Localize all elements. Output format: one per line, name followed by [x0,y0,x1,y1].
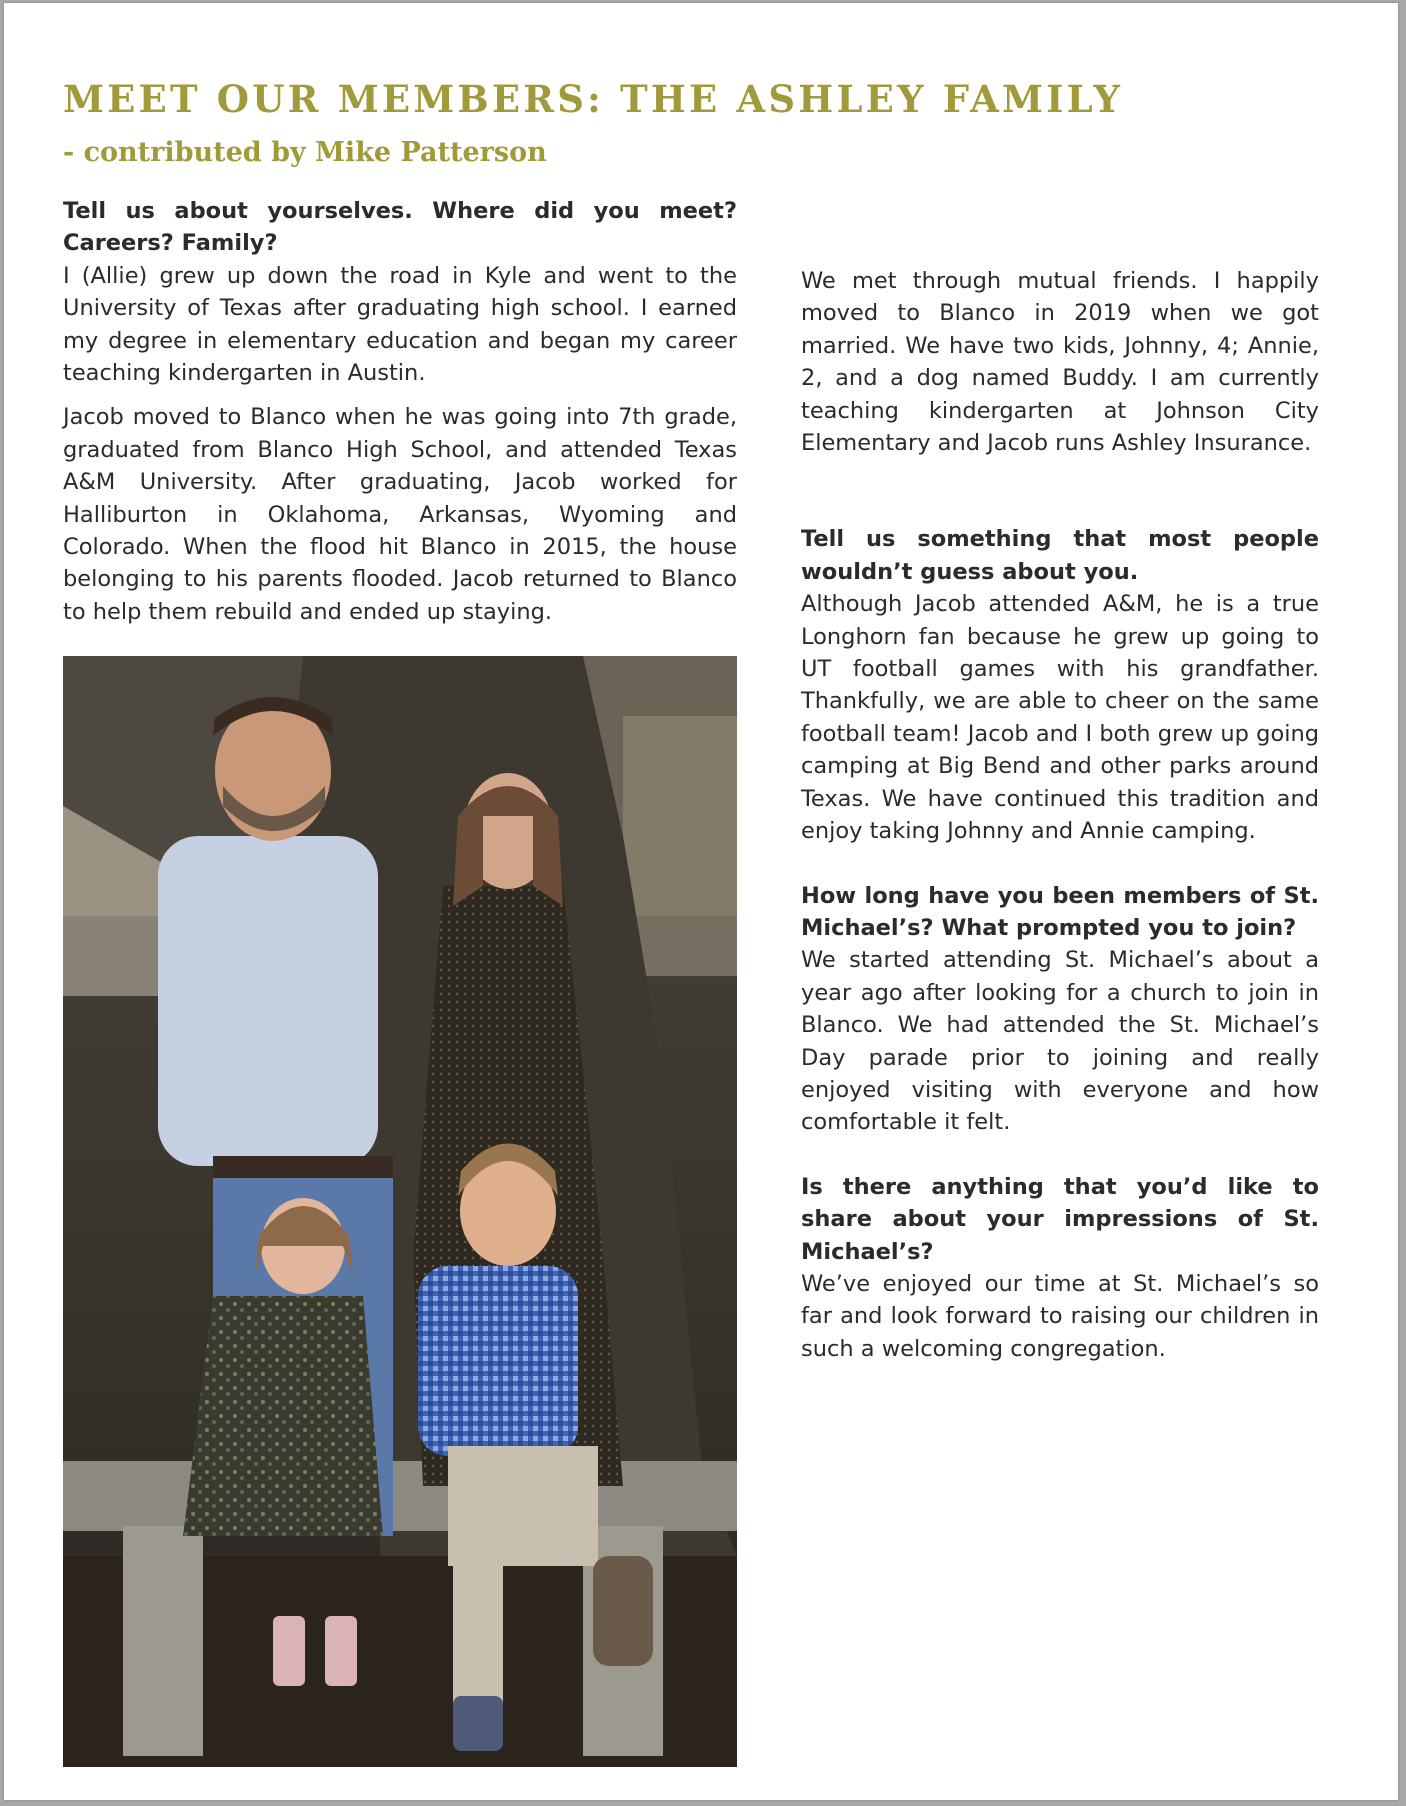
article-title: MEET OUR MEMBERS: THE ASHLEY FAMILY [63,77,1124,121]
question-2: Tell us something that most people wouldn’t guess about you. [801,526,1319,585]
question-3: How long have you been members of St. Michael’s? What prompted you to join? [801,882,1319,941]
answer-2: Although Jacob attended A&M, he is a true Longhorn fan because he grew up going to UT football games with his grandfather. Thankfully, we are able to cheer on the same football team! Jacob and I both grew up going camping at Big Bend and other parks around Texas. We have continued this tradition and enjoy taking Johnny and Annie camping. [801,591,1319,845]
answer-3: We started attending St. Michael’s about a year ago after looking for a church to join in Blanco. We had attended the St. Michael’s Day parade prior to joining and really enjoyed visiting with everyone and how comfortable it felt. [801,947,1319,1136]
question-4: Is there anything that you’d like to share about your impressions of St. Michael’s? [801,1173,1319,1265]
answer-1-paragraph-3: We met through mutual friends. I happily moved to Blanco in 2019 when we got married. We have two kids, Johnny, 4; Annie, 2, and a dog named Buddy. I am currently teaching kindergarten at Johnson City Elementary and Jacob runs Ashley Insurance. [801,268,1319,457]
answer-1-paragraph-1: I (Allie) grew up down the road in Kyle and went to the University of Texas after graduating high school. I earned my degree in elementary education and began my career teaching kindergarten in Austin. [63,262,737,387]
answer-1-paragraph-2: Jacob moved to Blanco when he was going into 7th grade, graduated from Blanco High School, and attended Texas A&M University. After graduating, Jacob worked for Halliburton in Oklahoma, Arkansas, Wyoming and Colorado. When the flood hit Blanco in 2015, the house belonging to his parents flooded. Jacob returned to Blanco to help them rebuild and ended up staying. [63,404,737,625]
page [4,3,1398,1800]
question-1: Tell us about yourselves. Where did you meet? Careers? Family? [63,198,737,257]
left-column [63,195,737,628]
answer-4: We’ve enjoyed our time at St. Michael’s so far and look forward to raising our children in such a welcoming congregation. [801,1270,1319,1362]
right-column [801,265,1319,1365]
byline: - contributed by Mike Patterson [63,137,547,168]
family-photo [63,656,737,1767]
